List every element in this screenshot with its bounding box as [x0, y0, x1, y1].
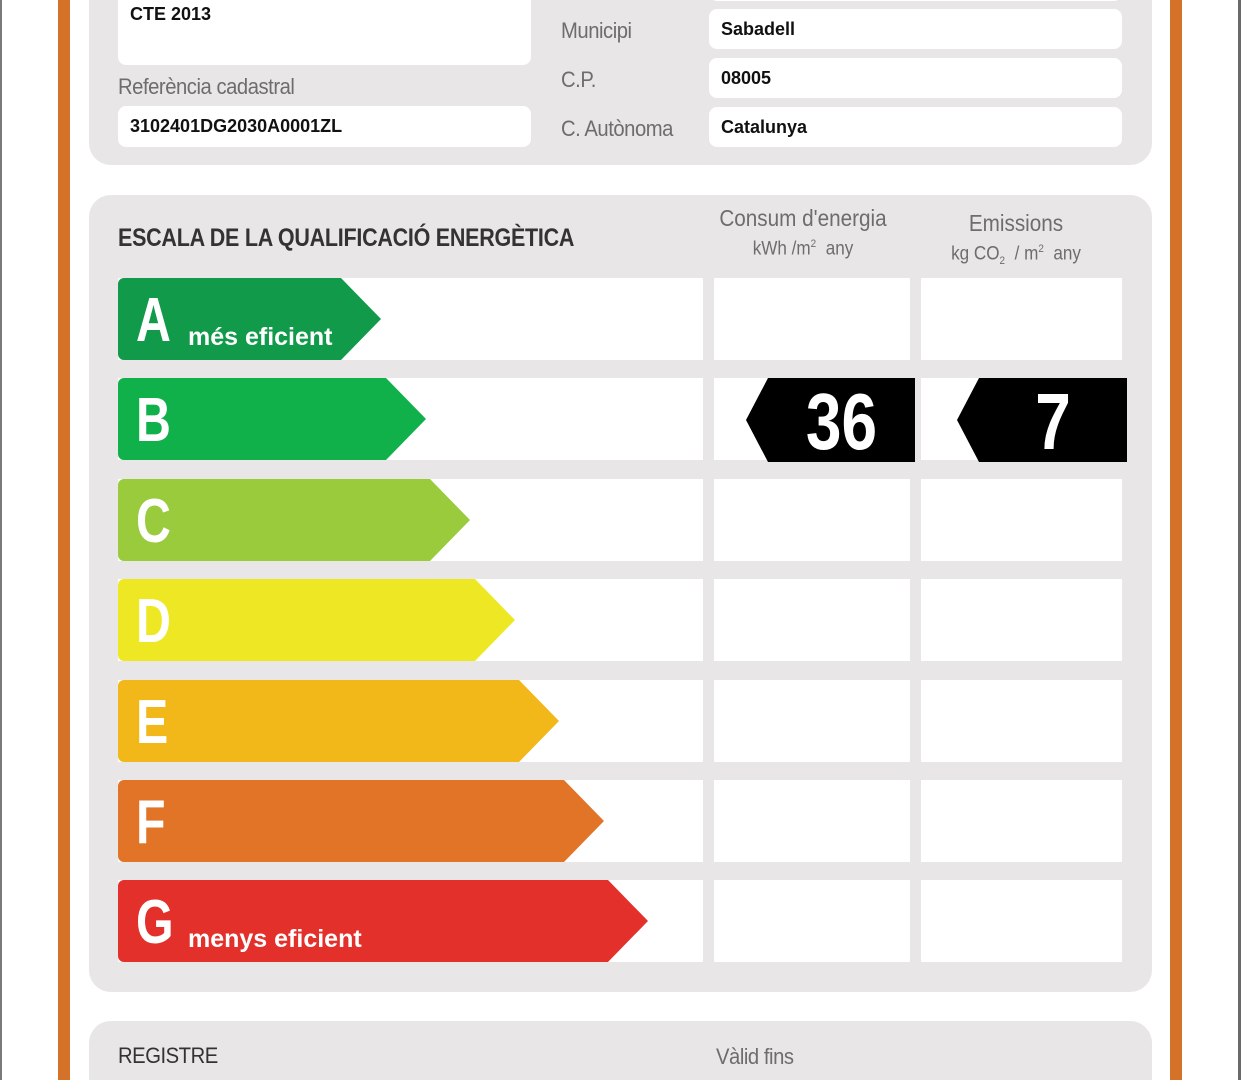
grade-letter: D	[136, 587, 171, 656]
ccaa-label: C. Autònoma	[561, 116, 673, 141]
ref-cadastral-value: 3102401DG2030A0001ZL	[130, 116, 343, 136]
energy-cell	[714, 680, 910, 762]
grade-letter: B	[136, 386, 171, 455]
grade-arrow-e	[118, 680, 559, 762]
valid-until-label: Vàlid fins	[716, 1044, 794, 1069]
emissions-cell	[921, 278, 1122, 360]
ref-cadastral-field	[118, 106, 531, 147]
emissions-value-number: 7	[1035, 377, 1071, 466]
emissions-cell	[921, 780, 1122, 862]
cp-label: C.P.	[561, 67, 596, 92]
grade-letter: F	[136, 788, 166, 857]
cp-field	[709, 58, 1122, 98]
emissions-column-header: Emissions	[968, 210, 1064, 236]
normativa-value: CTE 2013	[130, 4, 212, 24]
grade-note: més eficient	[188, 323, 333, 351]
energy-column-unit: kWh $/m^2$ any	[752, 238, 854, 260]
emissions-cell	[921, 579, 1122, 661]
energy-cell	[714, 880, 910, 962]
emissions-cell	[921, 479, 1122, 561]
municipi-value: Sabadell	[721, 18, 796, 39]
registre-panel	[89, 1021, 1152, 1080]
ccaa-field	[709, 107, 1122, 147]
grade-note: menys eficient	[188, 925, 362, 953]
ccaa-value: Catalunya	[721, 116, 808, 137]
grade-arrow-f	[118, 780, 604, 862]
municipi-label: Municipi	[561, 18, 632, 43]
cp-value: 08005	[721, 67, 772, 88]
energy-column-header: Consum d'energia	[719, 205, 887, 231]
emissions-column-unit: kg $CO_2 / m^2$ any	[951, 243, 1081, 268]
grade-letter: G	[136, 888, 174, 957]
top-cut-field	[709, 0, 1122, 1]
normativa-field	[118, 0, 531, 65]
energy-cell	[714, 278, 910, 360]
grade-letter: E	[136, 688, 169, 757]
energy-value-number: 36	[805, 377, 878, 466]
grade-letter: C	[136, 487, 171, 556]
ref-cadastral-label: Referència cadastral	[118, 74, 295, 99]
emissions-cell	[921, 680, 1122, 762]
window-border-left	[0, 0, 2, 1080]
registre-label: REGISTRE	[118, 1043, 218, 1068]
emissions-cell	[921, 880, 1122, 962]
scale-title: ESCALA DE LA QUALIFICACIÓ ENERGÈTICA	[118, 224, 575, 252]
energy-cell	[714, 479, 910, 561]
energy-cell	[714, 780, 910, 862]
municipi-field	[709, 9, 1122, 49]
energy-cell	[714, 579, 910, 661]
grade-letter: A	[136, 286, 171, 355]
grade-arrow-d	[118, 579, 515, 661]
